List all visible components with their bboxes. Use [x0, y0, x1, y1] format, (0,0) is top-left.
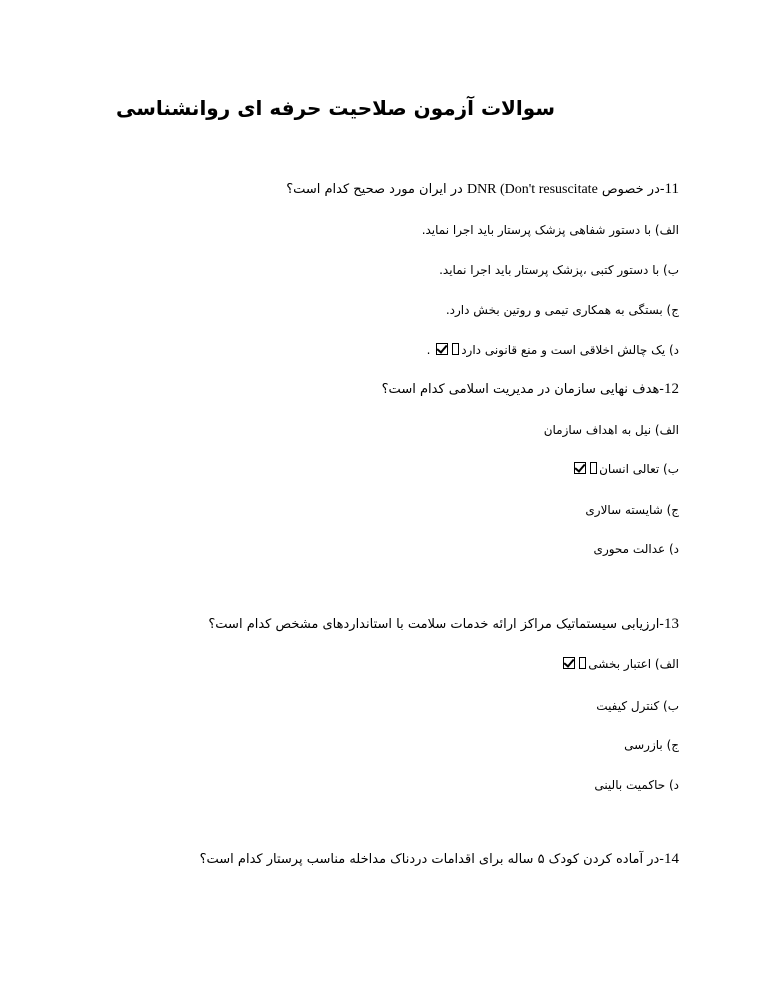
option-c: ج) بازرسی — [624, 738, 679, 752]
checkmark-icon — [574, 462, 586, 474]
question-text: -هدف نهایی سازمان در مدیریت اسلامی کدام است؟ — [381, 382, 664, 397]
option-d: د) حاکمیت بالینی — [594, 778, 679, 792]
option-b: ب) با دستور کتبی ،پزشک پرستار باید اجرا نماید. — [439, 263, 679, 277]
empty-box-icon — [579, 657, 586, 669]
empty-box-icon — [452, 343, 459, 355]
option-a: الف) با دستور شفاهی پزشک پرستار باید اجرا نماید. — [421, 223, 679, 237]
question-number: 13 — [664, 616, 679, 632]
option-b: ب) کنترل کیفیت — [596, 699, 679, 713]
question-14 — [200, 849, 679, 870]
empty-box-icon — [590, 462, 597, 474]
question-text-end: در ایران مورد صحیح کدام است؟ — [286, 182, 467, 197]
option-c: ج) بستگی به همکاری تیمی و روتین بخش دارد. — [445, 303, 679, 317]
option-text: الف) اعتبار بخشی — [588, 657, 679, 671]
question-text: -در آماده کردن کودک ۵ ساله برای اقدامات دردناک مداخله مناسب پرستار کدام است؟ — [199, 852, 664, 867]
question-number: 12 — [664, 381, 679, 397]
option-b — [572, 459, 679, 479]
question-12 — [382, 379, 679, 400]
question-text: -ارزیابی سیستماتیک مراکز ارائه خدمات سلامت با استانداردهای مشخص کدام است؟ — [208, 617, 664, 632]
question-number: 14 — [664, 851, 679, 867]
checkmark-icon — [436, 343, 448, 355]
option-text: د) یک چالش اخلاقی است و منع قانونی دارد — [461, 343, 679, 357]
question-term: DNR (Don't resuscitate — [466, 182, 598, 197]
option-text: ب) تعالی انسان — [599, 462, 679, 476]
page-title: سوالات آزمون صلاحیت حرفه ای روانشناسی — [116, 96, 555, 120]
question-text: -در خصوص — [597, 182, 665, 197]
option-c: ج) شایسته سالاری — [585, 503, 679, 517]
question-11 — [286, 179, 679, 200]
question-number: 11 — [664, 181, 679, 197]
checkmark-icon — [563, 657, 575, 669]
option-text-end: . — [426, 343, 435, 357]
question-13 — [208, 614, 679, 635]
option-d — [427, 340, 679, 360]
option-d: د) عدالت محوری — [593, 542, 679, 556]
option-a: الف) نیل به اهداف سازمان — [543, 423, 679, 437]
option-a — [561, 654, 679, 674]
